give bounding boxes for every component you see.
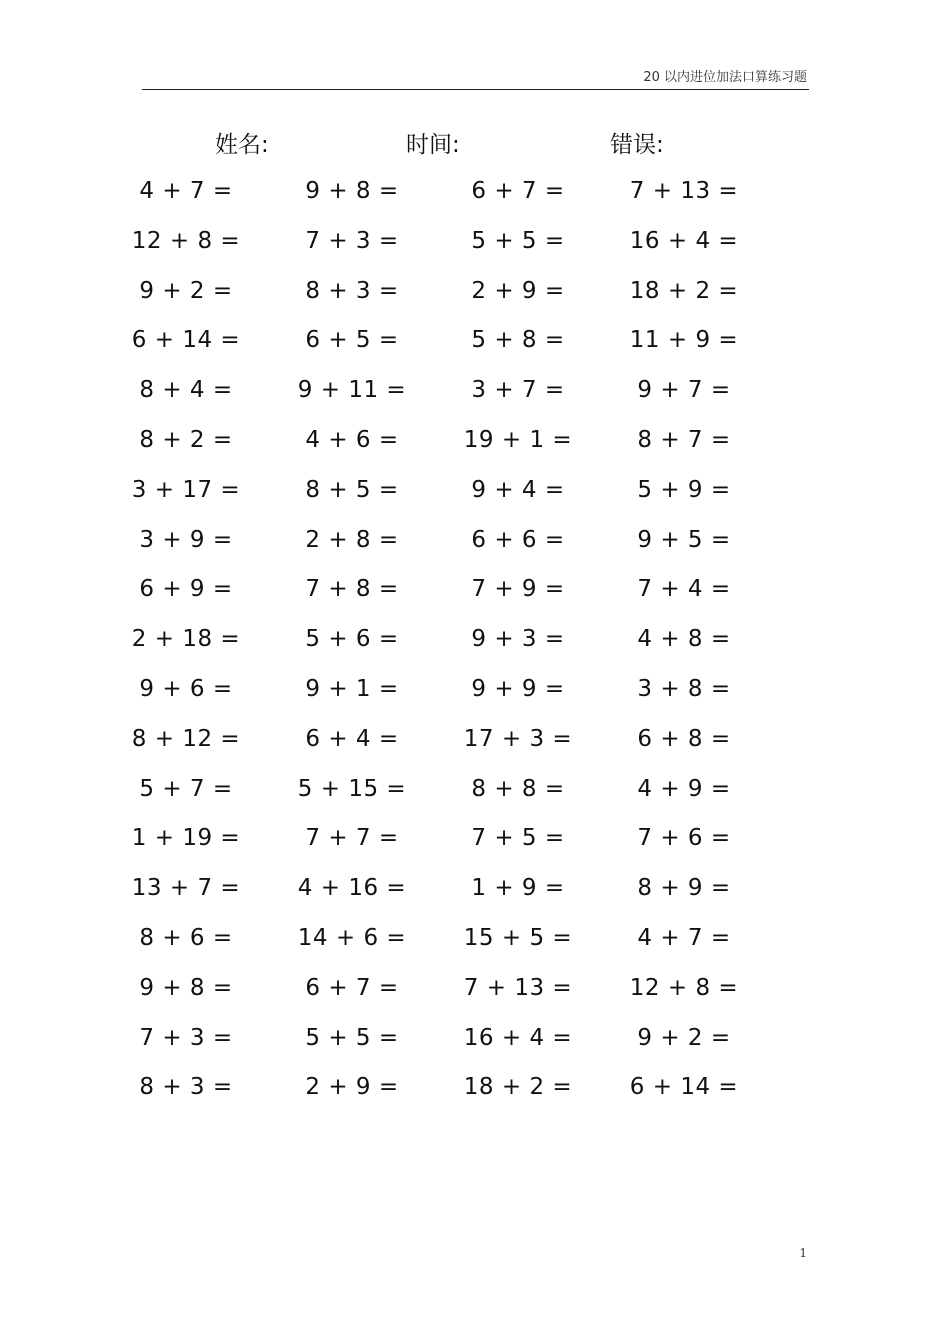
problem-item: 5 + 8 = <box>471 327 565 354</box>
problem-item: 2 + 9 = <box>471 277 565 304</box>
problem-item: 16 + 4 = <box>463 1024 573 1051</box>
problem-item: 1 + 19 = <box>131 825 241 852</box>
problem-item: 5 + 5 = <box>471 227 565 254</box>
problem-item: 8 + 3 = <box>305 277 399 304</box>
problem-item: 7 + 13 = <box>463 974 573 1001</box>
problem-item: 9 + 11 = <box>297 377 407 404</box>
problem-item: 9 + 7 = <box>637 377 731 404</box>
time-label: 时间: <box>406 132 460 158</box>
problem-item: 3 + 8 = <box>637 676 731 702</box>
problem-item: 5 + 9 = <box>637 476 731 503</box>
problem-item: 9 + 4 = <box>471 476 565 503</box>
problem-item: 7 + 7 = <box>305 825 399 852</box>
problem-item: 7 + 9 = <box>471 576 565 603</box>
problem-item: 2 + 8 = <box>305 526 399 553</box>
problem-item: 8 + 6 = <box>139 925 233 951</box>
problem-item: 9 + 5 = <box>637 526 731 553</box>
problem-item: 5 + 15 = <box>297 775 407 802</box>
errors-label: 错误: <box>610 132 664 158</box>
problem-item: 11 + 9 = <box>629 327 739 354</box>
page-number: 1 <box>799 1246 807 1260</box>
problem-item: 8 + 5 = <box>305 476 399 503</box>
problem-item: 18 + 2 = <box>629 277 739 304</box>
problem-item: 18 + 2 = <box>463 1074 573 1101</box>
problem-item: 4 + 7 = <box>139 178 233 204</box>
problem-item: 7 + 6 = <box>637 825 731 852</box>
name-label: 姓名: <box>215 132 269 158</box>
problem-item: 4 + 16 = <box>297 875 407 902</box>
problem-item: 4 + 8 = <box>637 626 731 653</box>
problem-item: 4 + 7 = <box>637 925 731 951</box>
problem-item: 9 + 8 = <box>305 178 399 204</box>
problem-item: 9 + 2 = <box>637 1024 731 1051</box>
problem-item: 6 + 14 = <box>629 1074 739 1101</box>
problem-item: 8 + 7 = <box>637 427 731 453</box>
problem-item: 6 + 7 = <box>305 974 399 1001</box>
problem-item: 6 + 6 = <box>471 526 565 553</box>
problem-item: 5 + 6 = <box>305 626 399 653</box>
problem-item: 3 + 9 = <box>139 526 233 553</box>
problem-item: 8 + 9 = <box>637 875 731 902</box>
problem-item: 7 + 8 = <box>305 576 399 603</box>
problem-item: 7 + 4 = <box>637 576 731 603</box>
problem-item: 12 + 8 = <box>131 227 241 254</box>
problem-item: 16 + 4 = <box>629 227 739 254</box>
problem-item: 6 + 7 = <box>471 178 565 204</box>
problem-item: 3 + 17 = <box>131 476 241 503</box>
problem-item: 19 + 1 = <box>463 427 573 453</box>
problem-item: 8 + 3 = <box>139 1074 233 1101</box>
problem-item: 7 + 3 = <box>305 227 399 254</box>
problem-item: 9 + 1 = <box>305 676 399 702</box>
problem-item: 8 + 2 = <box>139 427 233 453</box>
problem-item: 6 + 9 = <box>139 576 233 603</box>
problem-item: 9 + 2 = <box>139 277 233 304</box>
problem-item: 6 + 8 = <box>637 725 731 752</box>
problem-item: 1 + 9 = <box>471 875 565 902</box>
problem-item: 13 + 7 = <box>131 875 241 902</box>
problem-item: 7 + 3 = <box>139 1024 233 1051</box>
page-header-title: 20 以内进位加法口算练习题 <box>643 70 807 85</box>
problem-item: 15 + 5 = <box>463 925 573 951</box>
problem-item: 4 + 9 = <box>637 775 731 802</box>
problem-item: 9 + 6 = <box>139 676 233 702</box>
problem-item: 8 + 12 = <box>131 725 241 752</box>
problem-item: 9 + 8 = <box>139 974 233 1001</box>
problem-item: 2 + 18 = <box>131 626 241 653</box>
problem-item: 4 + 6 = <box>305 427 399 453</box>
problem-item: 7 + 13 = <box>629 178 739 204</box>
problem-item: 2 + 9 = <box>305 1074 399 1101</box>
problem-item: 6 + 14 = <box>131 327 241 354</box>
problem-item: 8 + 8 = <box>471 775 565 802</box>
problem-item: 14 + 6 = <box>297 925 407 951</box>
problem-item: 6 + 5 = <box>305 327 399 354</box>
problem-item: 7 + 5 = <box>471 825 565 852</box>
problem-item: 6 + 4 = <box>305 725 399 752</box>
problem-item: 12 + 8 = <box>629 974 739 1001</box>
problem-item: 17 + 3 = <box>463 725 573 752</box>
problem-item: 8 + 4 = <box>139 377 233 404</box>
problem-item: 9 + 9 = <box>471 676 565 702</box>
problem-item: 5 + 5 = <box>305 1024 399 1051</box>
problem-item: 3 + 7 = <box>471 377 565 404</box>
problem-item: 9 + 3 = <box>471 626 565 653</box>
problem-item: 5 + 7 = <box>139 775 233 802</box>
